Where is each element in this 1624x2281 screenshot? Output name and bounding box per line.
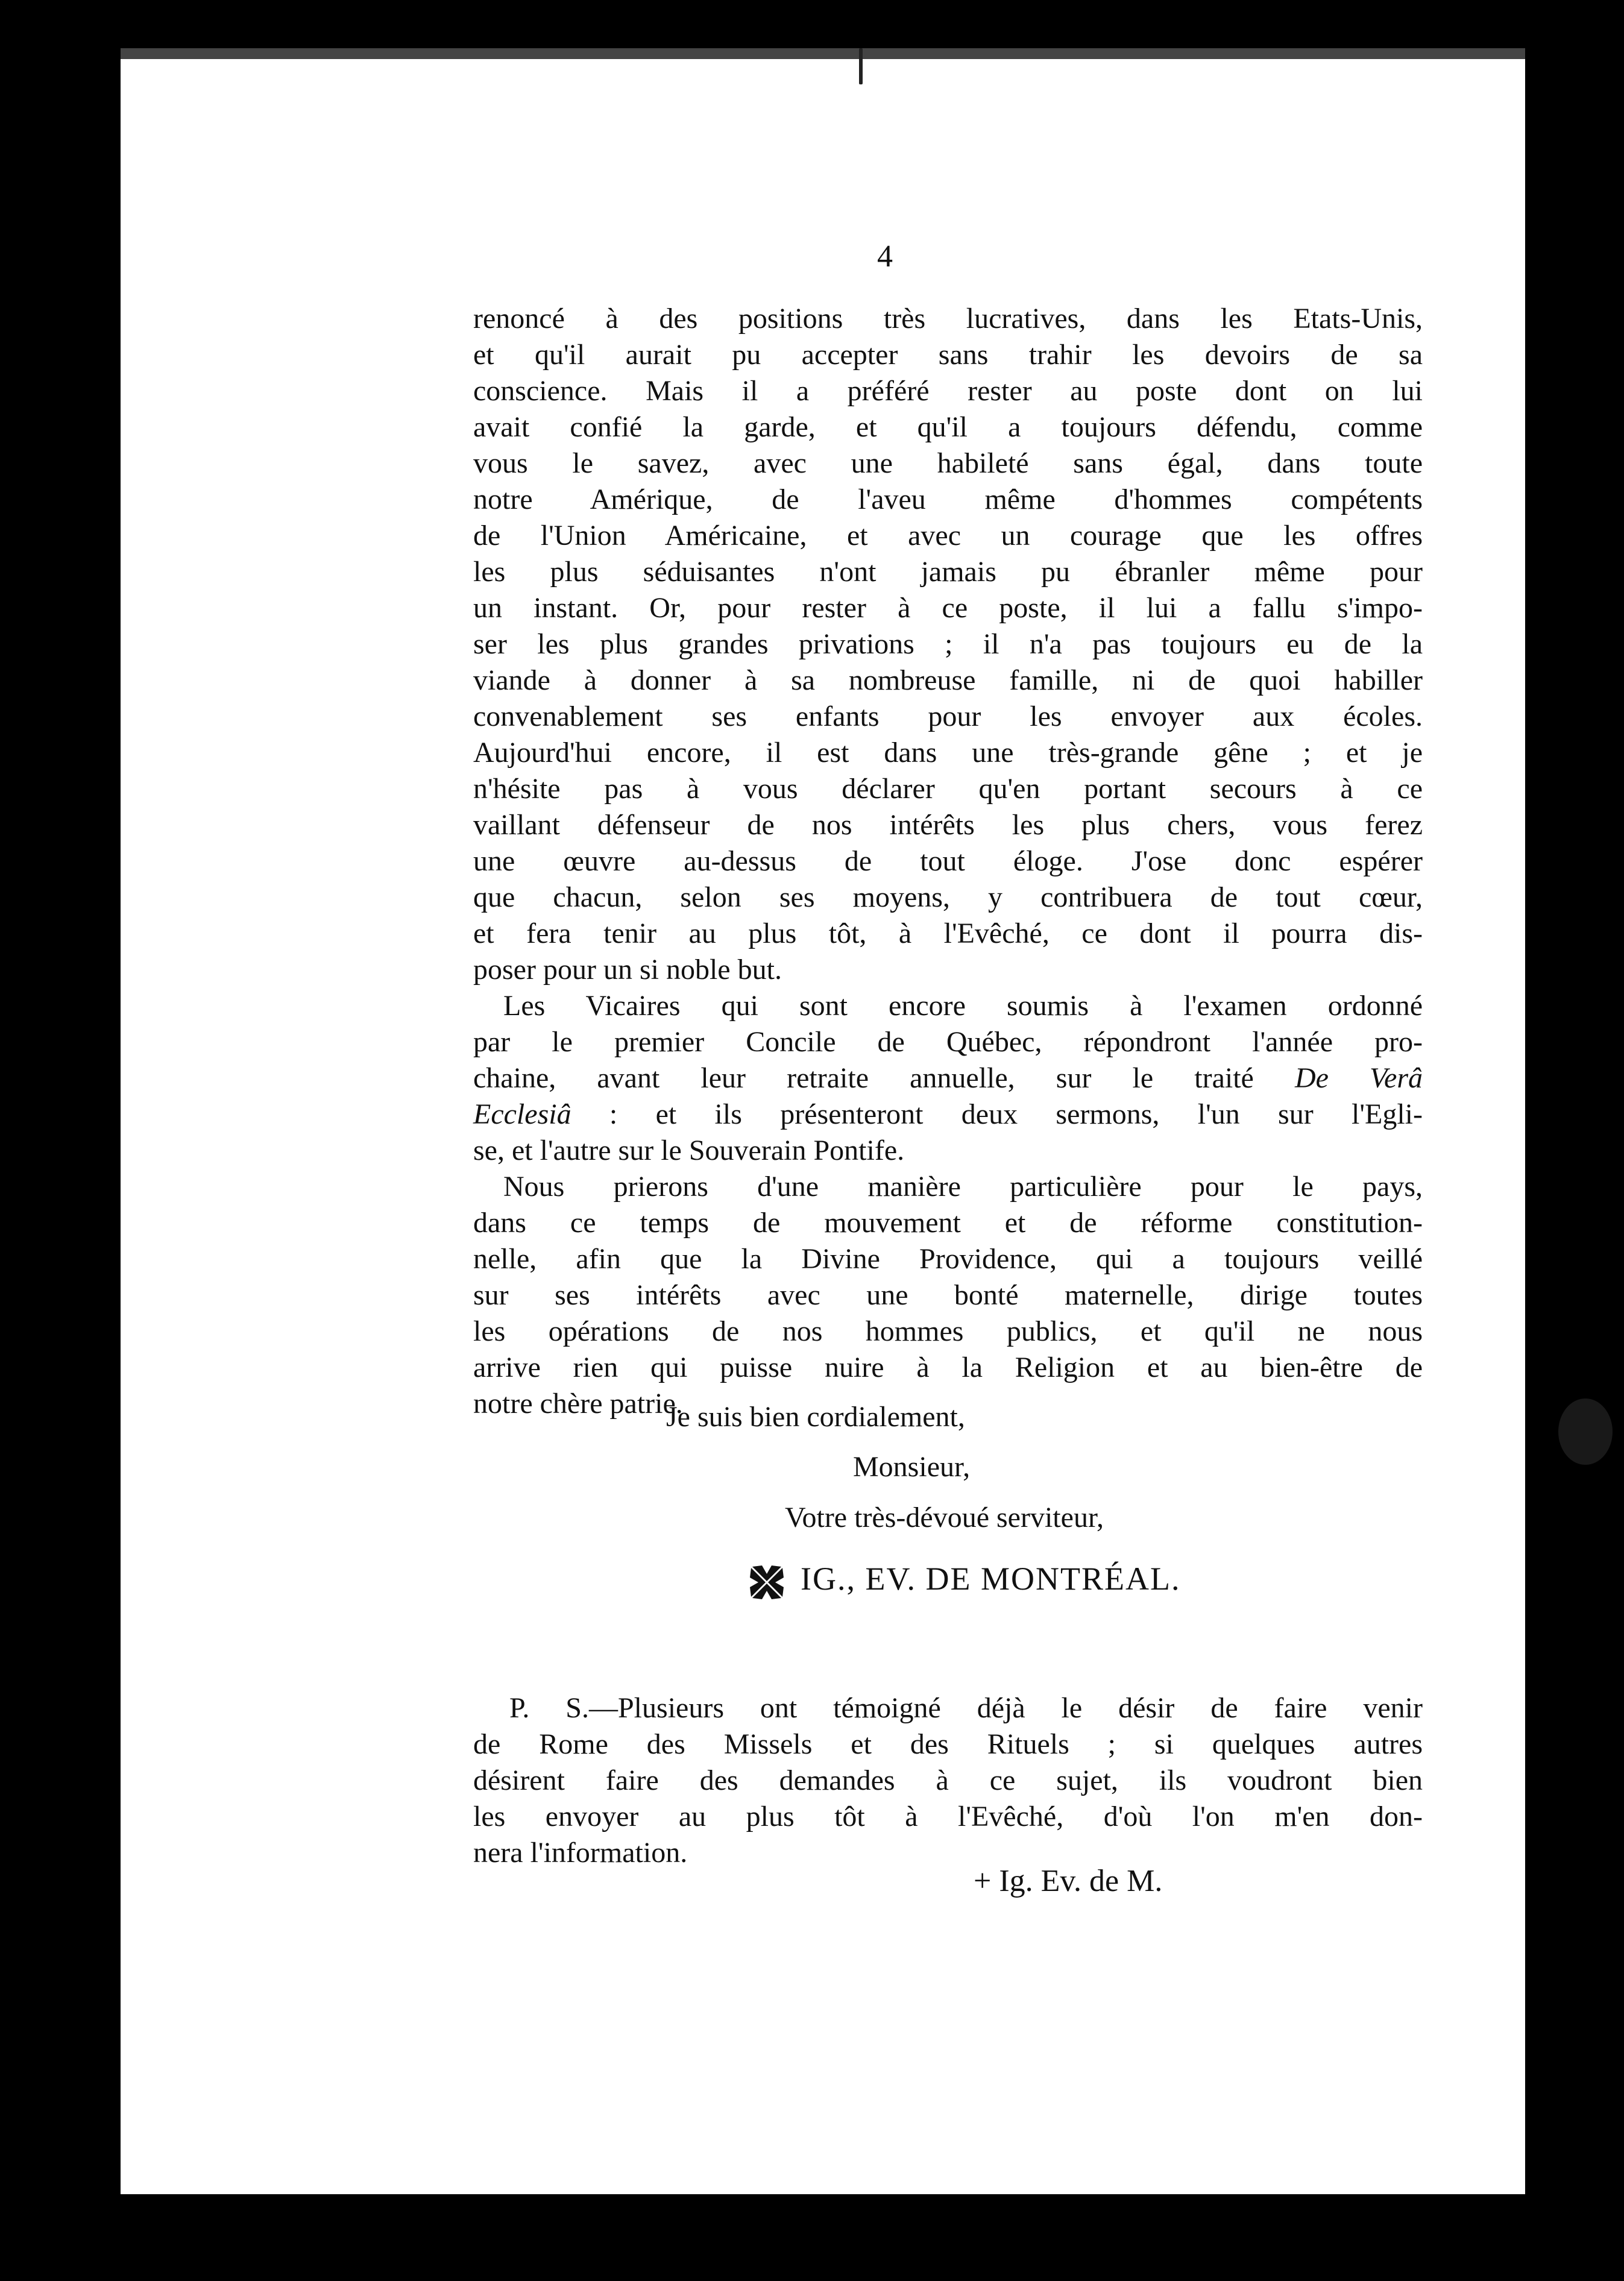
body-line: nelle, afin que la Divine Providence, qui a toujours veillé [473,1243,1423,1275]
postscript-line: les envoyer au plus tôt à l'Evêché, d'où l'on m'en don- [473,1801,1423,1833]
page-number: 4 [877,239,893,274]
body-line: arrive rien qui puisse nuire à la Religion et au bien-être de [473,1351,1423,1383]
document-page [121,48,1525,2194]
body-line: notre Amérique, de l'aveu même d'hommes compétents [473,483,1423,515]
body-line: et qu'il aurait pu accepter sans trahir les devoirs de sa [473,339,1423,371]
ps-signature: + Ig. Ev. de M. [974,1864,1163,1898]
body-line: n'hésite pas à vous déclarer qu'en portant secours à ce [473,773,1423,805]
postscript-line: nera l'information. [473,1837,688,1869]
postscript-line: P. S.—Plusieurs ont témoigné déjà le désir de faire venir [509,1692,1423,1724]
postscript-line: de Rome des Missels et des Rituels ; si quelques autres [473,1728,1423,1760]
closing-greeting: Je suis bien cordialement, [666,1401,965,1433]
body-line: se, et l'autre sur le Souverain Pontife. [473,1134,905,1166]
paper-stain [1558,1398,1613,1465]
body-line: Les Vicaires qui sont encore soumis à l'examen ordonné [503,990,1423,1022]
body-line: ser les plus grandes privations ; il n'a pas toujours eu de la [473,628,1423,660]
signature-text: IG., EV. DE MONTRÉAL. [801,1561,1181,1597]
body-line: Aujourd'hui encore, il est dans une très-grande gêne ; et je [473,737,1423,769]
closing-salutation: Monsieur, [853,1451,971,1483]
body-line: une œuvre au-dessus de tout éloge. J'ose donc espérer [473,845,1423,877]
body-line: poser pour un si noble but. [473,954,782,986]
body-line: Ecclesiâ : et ils présenteront deux sermons, l'un sur l'Egli- [473,1098,1423,1130]
postscript-line: désirent faire des demandes à ce sujet, ils voudront bien [473,1764,1423,1796]
closing-servant: Votre très-dévoué serviteur, [785,1502,1104,1534]
maltese-cross-icon [747,1563,786,1602]
body-line: chaine, avant leur retraite annuelle, sur le traité De Verâ [473,1062,1423,1094]
body-line: et fera tenir au plus tôt, à l'Evêché, ce dont il pourra dis- [473,917,1423,949]
body-line: notre chère patrie. [473,1388,683,1420]
body-line: par le premier Concile de Québec, répondront l'année pro- [473,1026,1423,1058]
body-line: vaillant défenseur de nos intérêts les plus chers, vous ferez [473,809,1423,841]
body-line: renoncé à des positions très lucratives, dans les Etats-Unis, [473,303,1423,335]
margin-mark [859,48,863,84]
body-line: avait confié la garde, et qu'il a toujours défendu, comme [473,411,1423,443]
body-line: les plus séduisantes n'ont jamais pu ébranler même pour [473,556,1423,588]
body-line: que chacun, selon ses moyens, y contribuera de tout cœur, [473,881,1423,913]
body-line: dans ce temps de mouvement et de réforme constitution- [473,1207,1423,1239]
body-line: vous le savez, avec une habileté sans égal, dans toute [473,447,1423,479]
body-line: viande à donner à sa nombreuse famille, ni de quoi habiller [473,664,1423,696]
top-border [121,48,1525,59]
signature [747,1562,1180,1602]
body-line: les opérations de nos hommes publics, et qu'il ne nous [473,1315,1423,1347]
body-line: un instant. Or, pour rester à ce poste, il lui a fallu s'impo- [473,592,1423,624]
body-line: de l'Union Américaine, et avec un courage que les offres [473,520,1423,552]
body-line: Nous prierons d'une manière particulière pour le pays, [503,1171,1423,1203]
body-line: sur ses intérêts avec une bonté maternelle, dirige toutes [473,1279,1423,1311]
body-line: convenablement ses enfants pour les envoyer aux écoles. [473,700,1423,732]
body-line: conscience. Mais il a préféré rester au poste dont on lui [473,375,1423,407]
